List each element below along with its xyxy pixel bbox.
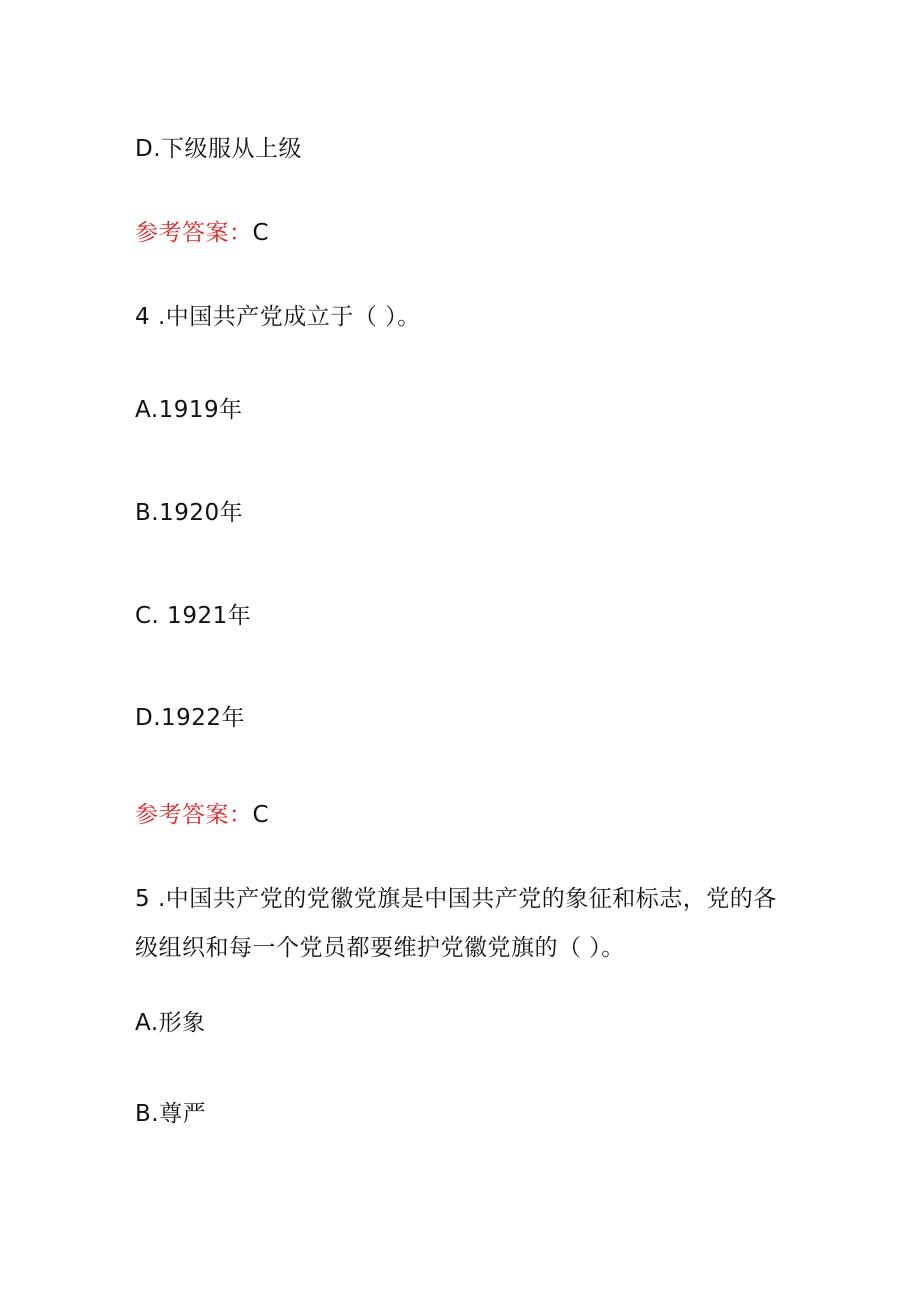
q4-option-a: A.1919年 xyxy=(135,397,243,423)
q5-option-a: A.形象 xyxy=(135,1010,206,1036)
q4-option-b: B.1920年 xyxy=(135,500,244,526)
q5-question-line-1: 5 .中国共产党的党徽党旗是中国共产党的象征和标志，党的各 xyxy=(135,886,777,912)
q5-question-line-2: 级组织和每一个党员都要维护党徽党旗的（ ）。 xyxy=(135,935,625,961)
q4-option-c: C. 1921年 xyxy=(135,603,252,629)
q4-answer xyxy=(135,800,269,830)
q4-question: 4 .中国共产党成立于（ ）。 xyxy=(135,304,421,330)
q5-option-b: B.尊严 xyxy=(135,1101,207,1127)
answer-value: C xyxy=(252,220,270,246)
q4-option-d: D.1922年 xyxy=(135,705,246,731)
q3-option-d: D.下级服从上级 xyxy=(135,136,303,162)
answer-value: C xyxy=(252,802,270,828)
answer-label: 参考答案： xyxy=(135,802,253,828)
q3-answer xyxy=(135,218,269,248)
answer-label: 参考答案： xyxy=(135,220,253,246)
